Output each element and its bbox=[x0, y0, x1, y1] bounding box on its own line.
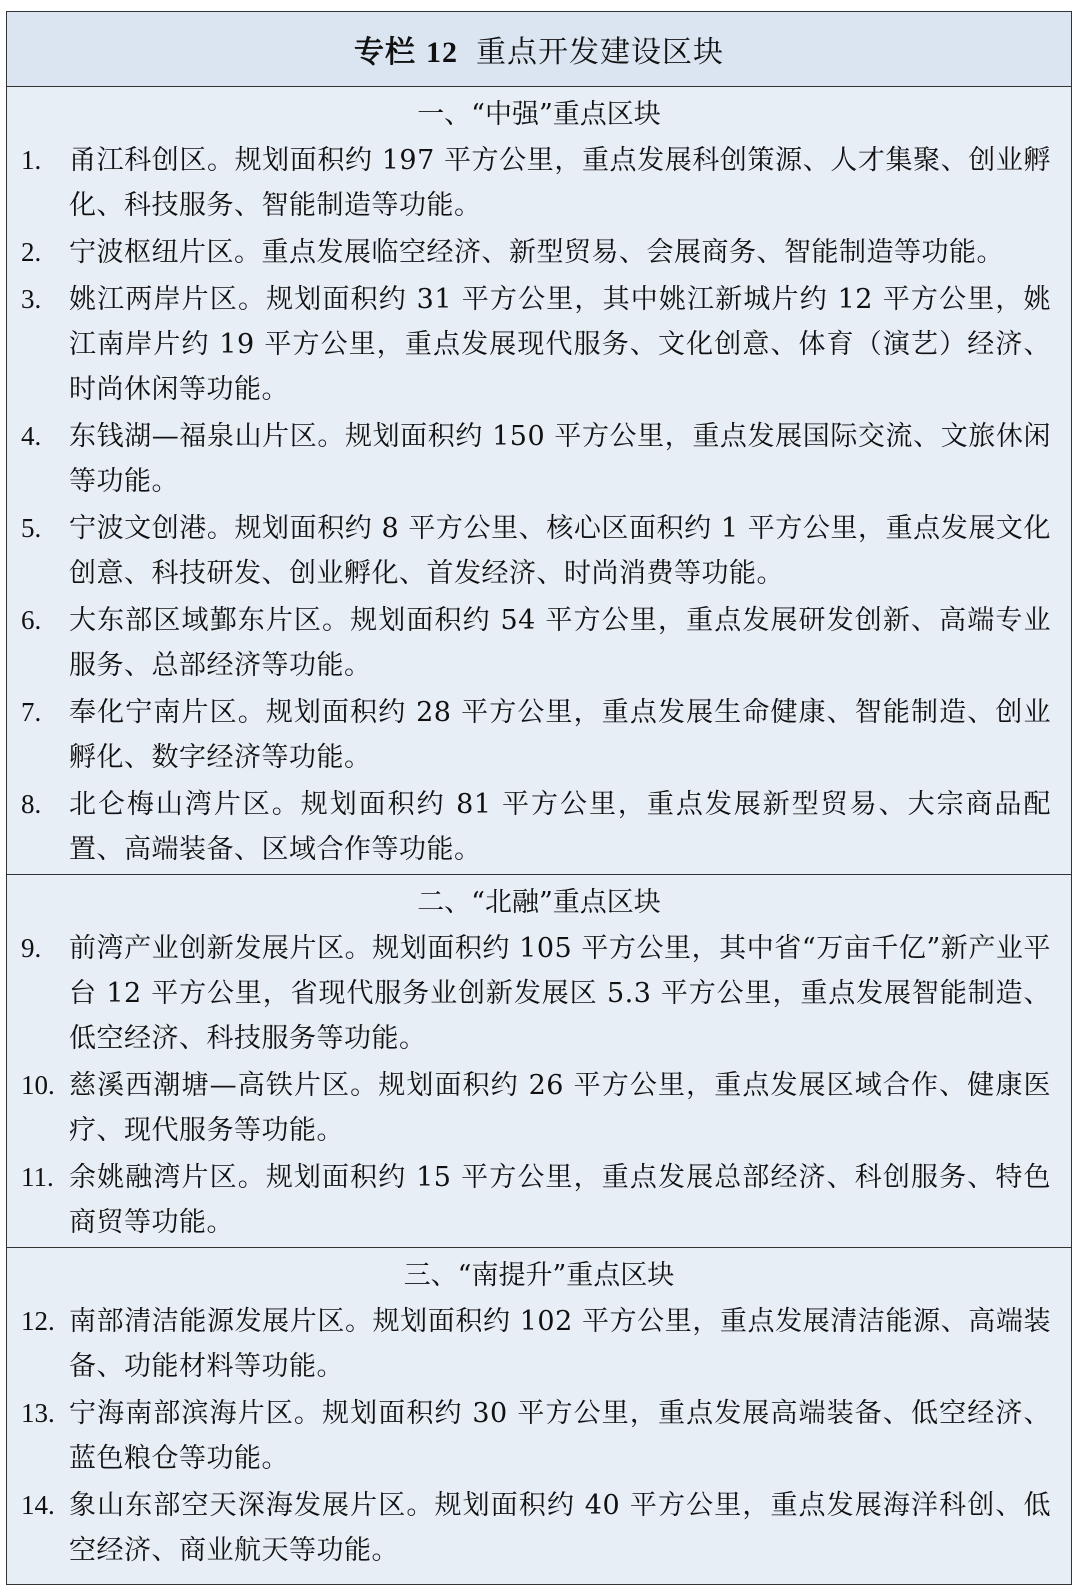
column-label: 专栏 bbox=[354, 35, 416, 70]
list-item bbox=[7, 1063, 1071, 1153]
item-text: 前湾产业创新发展片区。规划面积约 105 平方公里，其中省“万亩千亿”新产业平台 12 平方公里，省现代服务业创新发展区 5.3 平方公里，重点发展智能制造、低空经济、科技服务等功能。 bbox=[69, 933, 1051, 1054]
item-number: 2. bbox=[21, 237, 42, 267]
item-number: 11. bbox=[21, 1162, 54, 1192]
sections-container bbox=[7, 91, 1071, 1573]
item-number: 14. bbox=[21, 1490, 55, 1520]
section-heading: 一、“中强”重点区块 bbox=[417, 99, 661, 130]
item-text: 宁波枢纽片区。重点发展临空经济、新型贸易、会展商务、智能制造等功能。 bbox=[69, 237, 1004, 268]
item-text: 余姚融湾片区。规划面积约 15 平方公里，重点发展总部经济、科创服务、特色商贸等功能。 bbox=[69, 1162, 1051, 1238]
item-text: 北仑梅山湾片区。规划面积约 81 平方公里，重点发展新型贸易、大宗商品配置、高端装备、区域合作等功能。 bbox=[69, 789, 1051, 865]
item-number: 12. bbox=[21, 1306, 55, 1336]
item-text: 宁海南部滨海片区。规划面积约 30 平方公里，重点发展高端装备、低空经济、蓝色粮仓等功能。 bbox=[69, 1398, 1051, 1474]
item-text: 姚江两岸片区。规划面积约 31 平方公里，其中姚江新城片约 12 平方公里，姚江南岸片约 19 平方公里，重点发展现代服务、文化创意、体育（演艺）经济、时尚休闲等功能。 bbox=[69, 284, 1051, 405]
item-number: 9. bbox=[21, 933, 42, 963]
section-heading: 二、“北融”重点区块 bbox=[417, 887, 661, 918]
column-title bbox=[354, 27, 724, 71]
list-item bbox=[7, 690, 1071, 780]
section-heading: 三、“南提升”重点区块 bbox=[403, 1260, 675, 1291]
item-number: 7. bbox=[21, 697, 42, 727]
item-text: 南部清洁能源发展片区。规划面积约 102 平方公里，重点发展清洁能源、高端装备、功能材料等功能。 bbox=[69, 1306, 1051, 1382]
list-item bbox=[7, 506, 1071, 596]
item-number: 13. bbox=[21, 1398, 55, 1428]
section-3 bbox=[7, 1252, 1071, 1573]
list-item bbox=[7, 1391, 1071, 1481]
item-number: 10. bbox=[21, 1070, 55, 1100]
section-1 bbox=[7, 91, 1071, 875]
item-number: 6. bbox=[21, 605, 42, 635]
list-item bbox=[7, 782, 1071, 872]
item-number: 4. bbox=[21, 421, 42, 451]
column-box bbox=[6, 11, 1072, 1585]
list-item bbox=[7, 1155, 1071, 1245]
item-text: 东钱湖—福泉山片区。规划面积约 150 平方公里，重点发展国际交流、文旅休闲等功能。 bbox=[69, 421, 1051, 497]
list-item bbox=[7, 230, 1071, 275]
item-text: 奉化宁南片区。规划面积约 28 平方公里，重点发展生命健康、智能制造、创业孵化、数字经济等功能。 bbox=[69, 697, 1051, 773]
list-item bbox=[7, 414, 1071, 504]
item-text: 宁波文创港。规划面积约 8 平方公里、核心区面积约 1 平方公里，重点发展文化创意、科技研发、创业孵化、首发经济、时尚消费等功能。 bbox=[69, 513, 1051, 589]
list-item bbox=[7, 1483, 1071, 1573]
list-item bbox=[7, 1299, 1071, 1389]
item-text: 甬江科创区。规划面积约 197 平方公里，重点发展科创策源、人才集聚、创业孵化、科技服务、智能制造等功能。 bbox=[69, 145, 1051, 221]
item-number: 8. bbox=[21, 789, 42, 819]
list-item bbox=[7, 598, 1071, 688]
section-2 bbox=[7, 879, 1071, 1248]
list-item bbox=[7, 138, 1071, 228]
column-number: 12 bbox=[426, 36, 458, 69]
column-heading: 重点开发建设区块 bbox=[476, 35, 724, 70]
list-item bbox=[7, 926, 1071, 1061]
item-text: 象山东部空天深海发展片区。规划面积约 40 平方公里，重点发展海洋科创、低空经济、商业航天等功能。 bbox=[69, 1490, 1051, 1566]
item-text: 大东部区域鄞东片区。规划面积约 54 平方公里，重点发展研发创新、高端专业服务、总部经济等功能。 bbox=[69, 605, 1051, 681]
list-item bbox=[7, 277, 1071, 412]
item-number: 5. bbox=[21, 513, 42, 543]
item-text: 慈溪西潮塘—高铁片区。规划面积约 26 平方公里，重点发展区域合作、健康医疗、现代服务等功能。 bbox=[69, 1070, 1051, 1146]
item-number: 3. bbox=[21, 284, 42, 314]
item-number: 1. bbox=[21, 145, 42, 175]
column-title-bar bbox=[7, 12, 1071, 87]
